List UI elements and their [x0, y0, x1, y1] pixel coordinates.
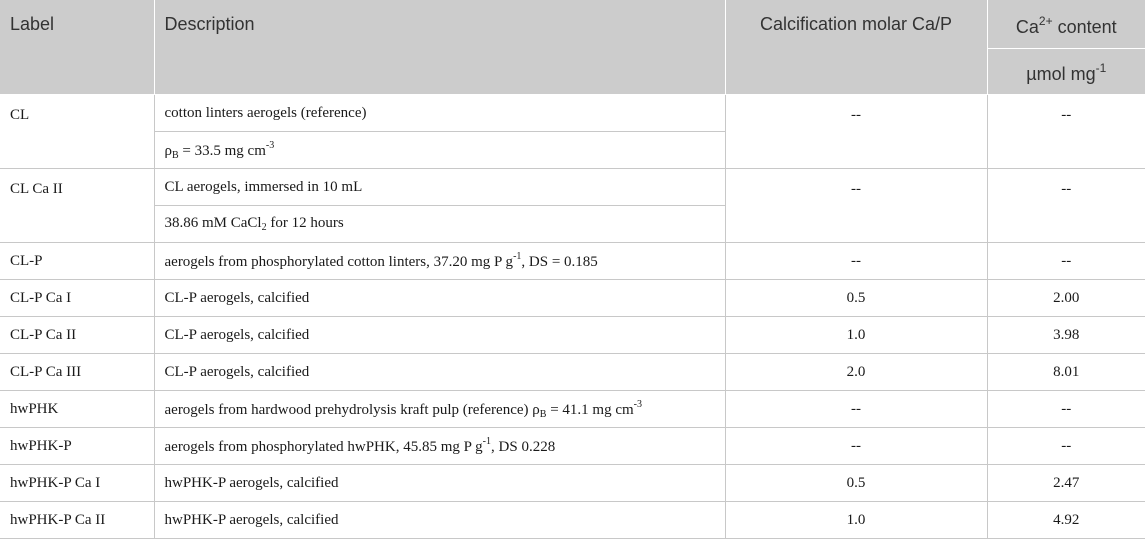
row-description	[154, 391, 725, 428]
desc-text: = 33.5 mg cm	[178, 142, 266, 159]
desc-sup: -1	[513, 251, 522, 262]
row-molar: 1.0	[725, 502, 987, 539]
desc-text: aerogels from phosphorylated hwPHK, 45.85 mg P g	[164, 439, 483, 455]
row-molar: --	[725, 428, 987, 465]
table-row	[0, 317, 1145, 354]
row-content: --	[987, 428, 1145, 465]
header-content	[987, 0, 1145, 48]
table-row	[0, 354, 1145, 391]
row-description: CL-P aerogels, calcified	[154, 317, 725, 354]
header-label: Label	[0, 0, 154, 95]
row-label: CL Ca II	[0, 169, 154, 243]
desc-text: aerogels from phosphorylated cotton linters, 37.20 mg P g	[164, 254, 514, 270]
row-content: --	[987, 95, 1145, 169]
row-molar: 0.5	[725, 465, 987, 502]
desc-text: , DS 0.228	[491, 439, 556, 455]
row-content: 4.92	[987, 502, 1145, 539]
row-description	[154, 206, 725, 243]
table-row	[0, 95, 1145, 132]
row-content: 3.98	[987, 317, 1145, 354]
row-content: 8.01	[987, 354, 1145, 391]
row-molar: --	[725, 243, 987, 280]
row-molar: 2.0	[725, 354, 987, 391]
row-description: hwPHK-P aerogels, calcified	[154, 465, 725, 502]
table-row	[0, 169, 1145, 206]
row-label: CL-P Ca II	[0, 317, 154, 354]
desc-text: 38.86 mM CaCl	[164, 215, 262, 231]
row-description: CL-P aerogels, calcified	[154, 354, 725, 391]
desc-text: ρ	[164, 142, 172, 159]
row-molar: 1.0	[725, 317, 987, 354]
header-description: Description	[154, 0, 725, 95]
desc-text: for 12 hours	[266, 215, 344, 231]
row-label: CL-P Ca III	[0, 354, 154, 391]
desc-sub: B	[172, 149, 179, 161]
row-content: 2.47	[987, 465, 1145, 502]
header-content-base: Ca	[1015, 17, 1039, 37]
row-content: --	[987, 243, 1145, 280]
row-label: CL-P	[0, 243, 154, 280]
table-row	[0, 280, 1145, 317]
row-description	[154, 243, 725, 280]
row-description	[154, 428, 725, 465]
row-molar: 0.5	[725, 280, 987, 317]
row-content: --	[987, 391, 1145, 428]
table-row	[0, 502, 1145, 539]
row-label: CL	[0, 95, 154, 169]
header-molar: Calcification molar Ca/P	[725, 0, 987, 95]
row-label: hwPHK-P Ca I	[0, 465, 154, 502]
row-label: hwPHK-P Ca II	[0, 502, 154, 539]
desc-sup: -3	[633, 398, 642, 410]
row-molar: --	[725, 391, 987, 428]
row-description: CL aerogels, immersed in 10 mL	[154, 169, 725, 206]
row-molar: --	[725, 169, 987, 243]
header-content-rest: content	[1052, 17, 1117, 37]
row-content: 2.00	[987, 280, 1145, 317]
table-row	[0, 428, 1145, 465]
header-content-sup: 2+	[1038, 14, 1053, 28]
table-body	[0, 95, 1145, 539]
row-description: hwPHK-P aerogels, calcified	[154, 502, 725, 539]
desc-sub: B	[539, 408, 547, 420]
row-description	[154, 132, 725, 169]
desc-sup: -1	[482, 436, 492, 447]
row-content: --	[987, 169, 1145, 243]
header-unit-sup: -1	[1095, 60, 1107, 75]
row-molar: --	[725, 95, 987, 169]
row-description: cotton linters aerogels (reference)	[154, 95, 725, 132]
table-row	[0, 391, 1145, 428]
header-unit-base: µmol mg	[1026, 63, 1096, 84]
desc-sub: 2	[261, 222, 267, 233]
desc-text: aerogels from hardwood prehydrolysis kraft pulp (reference) ρ	[164, 401, 540, 418]
table-row	[0, 243, 1145, 280]
row-label: hwPHK-P	[0, 428, 154, 465]
desc-text: , DS = 0.185	[521, 254, 598, 270]
table-row	[0, 465, 1145, 502]
desc-sup: -3	[265, 139, 275, 151]
header-unit	[987, 48, 1145, 95]
desc-text: = 41.1 mg cm	[546, 401, 634, 418]
table-header	[0, 0, 1145, 95]
row-label: CL-P Ca I	[0, 280, 154, 317]
row-label: hwPHK	[0, 391, 154, 428]
row-description: CL-P aerogels, calcified	[154, 280, 725, 317]
